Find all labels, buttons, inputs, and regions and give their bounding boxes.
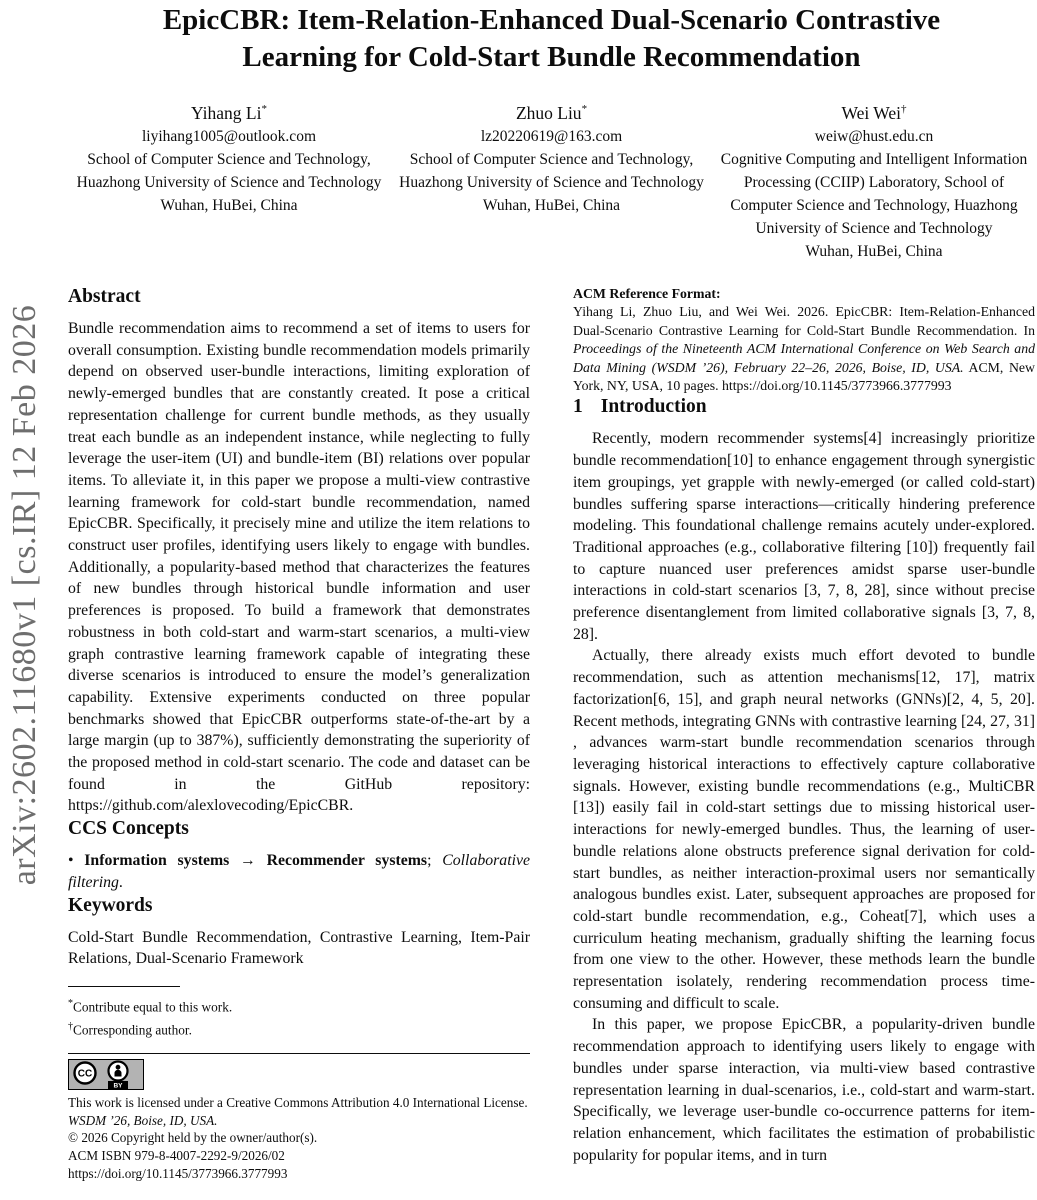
footnote-block (68, 986, 530, 1040)
author-1 (68, 97, 390, 263)
cc-icon (75, 1062, 96, 1083)
author-1-affiliation: School of Computer Science and Technology, Huazhong University of Science and Technology (76, 150, 382, 191)
ccs-period: . (118, 873, 123, 891)
paper-header (68, 0, 1035, 263)
author-1-name (68, 97, 390, 125)
ccs-heading: CCS Concepts (68, 818, 189, 840)
ccs-text (68, 850, 530, 893)
license-doi-link[interactable]: https://doi.org/10.1145/3773966.3777993 (68, 1166, 288, 1182)
license-line-1: This work is licensed under a Creative Commons Attribution 4.0 International License. (68, 1094, 528, 1110)
author-2-email: lz20220619@163.com (480, 127, 623, 145)
svg-text:BY: BY (113, 1082, 123, 1090)
ccs-separator: ; (427, 852, 443, 870)
author-2-name-text: Zhuo Liu (515, 102, 582, 123)
section-number: 1 (573, 396, 583, 418)
intro-paragraph-3: In this paper, we propose EpicCBR, a popularity-driven bundle recommendation approach to identifying users likely to engage with bundles under sparse interaction, via multi-view based contrastive representation learning in dual-scenarios, i.e., cold-start and warm-start. Specifically, we leverage user-bundle co-occurrence patterns for item-relation enhancement, which facilitates the estimation of probabilistic popularity for popular items, and in turn (573, 1016, 1035, 1164)
introduction-heading (573, 395, 1035, 419)
author-1-location: Wuhan, HuBei, China (160, 196, 298, 214)
author-2-name (391, 97, 713, 125)
keywords-text: Cold-Start Bundle Recommendation, Contrastive Learning, Item-Pair Relations, Dual-Scenario Framework (68, 928, 530, 968)
license-line-4: ACM ISBN 979-8-4007-2292-9/2026/02 (68, 1148, 285, 1164)
author-block (68, 97, 1035, 263)
footnote-1 (68, 994, 530, 1017)
author-3 (713, 97, 1035, 263)
author-3-name (713, 97, 1035, 125)
ccs-concept-3: Collaborative filtering (68, 852, 530, 891)
paper-title (68, 2, 1035, 76)
ccs-arrow: → (229, 852, 267, 870)
arxiv-watermark: arXiv:2602.11680v1 [cs.IR] 12 Feb 2026 (6, 304, 43, 886)
acm-reference-proceedings: Proceedings of the Nineteenth ACM International Conference on Web Search and Data Mining (WSDM ’26), February 22–26, 2026, Boise, ID, USA. (573, 341, 1035, 375)
ccs-concept-2: Recommender systems (266, 852, 428, 870)
ccs-bullet: • (68, 852, 85, 870)
cc-by-badge (68, 1059, 144, 1090)
acm-reference (573, 285, 1035, 395)
acm-reference-text: Yihang Li, Zhuo Liu, and Wei Wei. 2026. EpicCBR: Item-Relation-Enhanced Dual-Scenario Contrastive Learning for Cold-Start Bundle Recommendation. In (573, 304, 1035, 338)
intro-paragraph-1: Recently, modern recommender systems[4] increasingly prioritize bundle recommendation[10] to enhance engagement through synergistic item groupings, yet grapple with newly-emerged (or called cold-start) bundles suffering sparse interactions—critically hindering preference modeling. This foundational challenge remains acutely under-explored. Traditional approaches (e.g., collaborative filtering [10]) frequently fail to capture nuanced user preferences amidst sparse user-bundle interactions in cold-start scenarios [3, 7, 8, 28], since without precise preference disentanglement from limited collaborative signals [3, 7, 8, 28]. (573, 430, 1035, 643)
paper-title-line1: EpicCBR: Item-Relation-Enhanced Dual-Scenario Contrastive (162, 4, 941, 36)
license-line-3: © 2026 Copyright held by the owner/author(s). (68, 1130, 318, 1146)
author-2-location: Wuhan, HuBei, China (482, 196, 621, 214)
license-rule (68, 1053, 530, 1054)
acm-reference-doi[interactable]: ACM, New York, NY, USA, 10 pages. https://doi.org/10.1145/3773966.3777993 (573, 359, 1036, 394)
author-1-name-text: Yihang Li (191, 102, 262, 123)
license-line-2: WSDM ’26, Boise, ID, USA. (68, 1112, 218, 1128)
abstract-text: Bundle recommendation aims to recommend a set of items to users for overall consumption. Existing bundle recommendation models primarily depend on observed user-bundle interactions, limiting exploration of newly-emerged bundles that are constantly created. It pose a critical representation challenge for current bundle methods, as they usually treat each bundle as an independent instance, while neglecting to fully leverage the user-item (UI) and bundle-item (BI) relations over popular items. To alleviate it, in this paper we propose a multi-view contrastive learning framework for cold-start bundle recommendation, named EpicCBR. Specifically, it precisely mine and utilize the item relations to construct user profiles, identifying users likely to engage with bundles. Additionally, a popularity-based method that characterizes the features of new bundles through historical bundle information and user preferences is proposed. To build a framework that demonstrates robustness in both cold-start and warm-start scenarios, a multi-view graph contrastive learning framework capable of integrating these diverse scenarios is introduced to ensure the model’s generalization capability. Extensive experiments conducted on three popular benchmarks showed that EpicCBR outperforms state-of-the-art by a large margin (up to 387%), sufficiently demonstrating the superiority of the proposed method in cold-start scenario. The code and dataset can be found in the GitHub repository: https://github.com/alexlovecoding/EpicCBR. (68, 320, 530, 815)
footnote-2-marker: † (68, 1020, 73, 1032)
paper-title-line2: Learning for Cold-Start Bundle Recommendation (242, 41, 861, 73)
author-1-email: liyihang1005@outlook.com (142, 127, 316, 145)
author-3-email: weiw@hust.edu.cn (814, 127, 934, 145)
acm-reference-heading: ACM Reference Format: (573, 286, 721, 301)
footnote-rule (68, 986, 180, 987)
author-2 (391, 97, 713, 263)
keywords-heading: Keywords (68, 894, 153, 916)
author-1-marker: * (261, 103, 267, 115)
license-block (68, 1059, 530, 1183)
intro-paragraph-2: Actually, there already exists much effort devoted to bundle recommendation, such as attention mechanisms[12, 17], matrix factorization[6, 15], and graph neural networks (GNNs)[2, 4, 5, 20]. Recent methods, integrating GNNs with contrastive learning [24, 27, 31] , advances warm-start bundle recommendation scenarios through leveraging historical interactions to effectively capture collaborative signals. However, existing bundle recommendations (e.g., MultiCBR [13]) easily fail in cold-start settings due to missing historical user-interactions for newly-emerged bundles. Thus, the learning of user-bundle relations alone obstructs preference signal derivation for cold-start bundles, as neither interaction-proximal users nor semantically analogous bundles exist. Later, subsequent approaches are proposed for cold-start bundle recommendation, e.g., Coheat[7], which uses a curriculum heating mechanism, gradually shifting the learning focus from one view to the other. However, these methods learn the bundle representation isolately, rendering recommendation process time-consuming and difficult to scale. (573, 647, 1035, 1012)
author-3-location: Wuhan, HuBei, China (805, 242, 943, 260)
footnote-1-marker: * (68, 997, 73, 1009)
author-2-marker: * (581, 103, 588, 115)
left-column (68, 285, 530, 1183)
svg-text:CC: CC (77, 1068, 93, 1080)
abstract-heading: Abstract (68, 286, 141, 307)
author-3-marker: † (901, 103, 907, 115)
author-2-affiliation: School of Computer Science and Technology, Huazhong University of Science and Technology (399, 150, 704, 191)
section-title: Introduction (600, 396, 707, 418)
author-3-name-text: Wei Wei (841, 102, 902, 123)
right-column (573, 285, 1035, 1166)
person-icon (109, 1061, 128, 1080)
footnote-2 (68, 1017, 530, 1040)
author-3-affiliation: Cognitive Computing and Intelligent Information Processing (CCIIP) Laboratory, School of Computer Science and Technology, Huazhong University of Science and Technology (720, 150, 1028, 237)
footnote-1-text: Contribute equal to this work. (73, 999, 233, 1015)
ccs-concept-1: Information systems (84, 852, 230, 870)
footnote-2-text: Corresponding author. (73, 1022, 192, 1038)
